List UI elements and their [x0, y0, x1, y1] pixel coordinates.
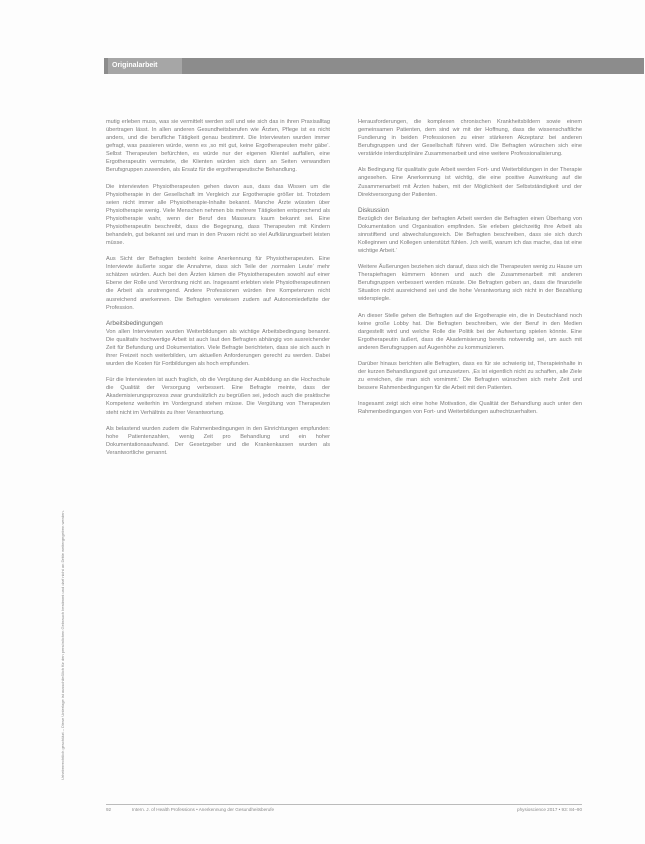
body-paragraph: An dieser Stelle gehen die Befragten auf die Ergotherapie ein, die in Deutschland noch keine große Lobby hat. Die Befragten beschreiben, wie der Beruf in den Medien dargestellt wird und welche Rolle die Politik bei der Aufwertung spielen könnte. Eine Ergotherapeutin äußert, dass die Akademisierung bereits notwendig sei, um auch mit anderen Berufsgruppen auf Augenhöhe zu kommunizieren. [358, 312, 582, 351]
journal-line: Intern. J. of Health Professions • Anerkennung der Gesundheitsberufe [132, 807, 275, 812]
page-footer [106, 804, 582, 815]
right-column [358, 118, 582, 710]
body-paragraph: Für die Interviewten ist auch fraglich, ob die Vergütung der Ausbildung an die Hochschule die Qualität der Versorgung verbessert. Eine Befragte meinte, dass der Akademisierungsprozess zwar grundsätzlich zu begrüßen sei, jedoch auch die praktische Kompetenz weiterhin im Vordergrund stehen müsse. Die Vergütung von Therapeuten steht nicht im Verhältnis zu ihrer Verantwortung. [106, 377, 330, 416]
section-heading: Diskussion [358, 206, 389, 214]
body-paragraph: Von allen Interviewten wurden Weiterbildungen als wichtige Arbeitsbedingung benannt. Die qualitativ hochwertige Arbeit ist auch laut den Befragten abhängig von ausreichender Zeit für Befundung und Dokumentation. Viele Befragte berichteten, dass sie sich auch in ihrer Freizeit noch weiterbilden, um aktuellen Anforderungen gerecht zu werden. Dabei wurden die Kosten für Fortbildungen als hoch empfunden. [106, 328, 330, 368]
left-column [106, 118, 330, 790]
body-paragraph: Aus Sicht der Befragten besteht keine Anerkennung für Physiotherapeuten. Eine Interviewte äußerte sogar die Annahme, dass sich Teile der ‚normalen Leute‘ mehr schätzen würden. Auch bei den Ärzten kämen die Physiotherapeuten sowohl auf einer Ebene der Rolle und Verordnung nicht an. Insgesamt erlebten viele Physiotherapeutinnen die Arbeit als anstrengend. Andere Professionen würden ihre Kompetenzen nicht ausreichend anerkennen. Die Befragten verwiesen zudem auf Autonomiedefizite der Profession. [106, 256, 330, 311]
body-paragraph: Die interviewten Physiotherapeuten gehen davon aus, dass das Wissen um die Physiotherapie in der Gesellschaft im Vergleich zur Ergotherapie größer ist. Trotzdem seien nicht immer alle Physiotherapie-Inhalte bekannt. Manche Ärzte wüssten über Physiotherapie wenig. Viele Menschen nehmen bis mehrere Tätigkeiten entsprechend als Physiotherapie wahr, wenn der Beruf des Masseurs kaum bekannt sei. Eine Physiotherapeutin beschreibt, dass die Begegnung, dass Therapeuten mit Kindern behandeln, gut bekannt sei und man in den Praxen nicht so viel Aufklärungsarbeit leisten müsse. [106, 183, 330, 247]
body-paragraph: Als belastend wurden zudem die Rahmenbedingungen in den Einrichtungen empfunden: hohe Patientenzahlen, wenig Zeit pro Behandlung und ein hoher Dokumentationsaufwand. Der Gesetzgeber und die Krankenkassen wurden als Verantwortliche genannt. [106, 425, 330, 456]
body-paragraph: Darüber hinaus berichten alle Befragten, dass es für sie schwierig ist, Therapieinhalte in der kurzen Behandlungszeit gut umzusetzen. ‚Es ist eigentlich nicht zu schaffen, alle Ziele zu erreichen, die man sich vornimmt.‘ Die Befragten wünschen sich mehr Zeit und bessere Rahmenbedingungen für die Arbeit mit den Patienten. [358, 360, 582, 392]
section-heading: Arbeitsbedingungen [106, 319, 163, 327]
body-paragraph: mutig erleben muss, was sie vermittelt werden soll und wie sich das in ihren Praxisalltag übertragen lässt. In allen anderen Gesundheitsberufen wie Ärzten, Pflege ist es nicht anders, und die berufliche Tätigkeit genau bestimmt. Die Interviewten wurden immer gefragt, was passieren würde, wenn es ‚so mit gut, keine Ergotherapeuten mehr gäbe‘. Selbst Therapeuten befürchten, es würde nur der eigenen Klientel auffallen, eine Ergotherapeutin vermutete, die Klienten würden sich dann an Seiten verwandten Berufsgruppen zuwenden, als Ersatz für die ergotherapeutische Behandlung. [106, 119, 330, 174]
body-paragraph: Herausforderungen, die komplexen chronischen Krankheitsbildern sowie einem gemeinsamen Patienten, dem sind wir mit der Hoffnung, dass die wissenschaftliche Fundierung in beiden Professionen zu einer stärkeren Akzeptanz bei anderen Berufsgruppen und der Gesellschaft führen wird. Die Befragten wünschen sich eine verstärkte interdisziplinäre Zusammenarbeit und eine weitere Professionalisierung. [358, 119, 582, 158]
section-tag: Originalarbeit [108, 58, 182, 74]
body-paragraph: Weitere Äußerungen beziehen sich darauf, dass sich die Therapeuten wenig zu Hause um Therapiefragen kümmern können und auch die Zusammenarbeit mit anderen Berufsgruppen verbessert werden müsste. Die Befragten geben an, dass die finanzielle Situation nicht ausreichend sei und die hohe Verantwortung sich nicht in der Bezahlung widerspiegle. [358, 264, 582, 303]
body-paragraph: Als Bedingung für qualitativ gute Arbeit werden Fort- und Weiterbildungen in der Therapie angesehen. Eine Anerkennung ist wichtig, die eine positive Auswirkung auf die Zusammenarbeit mit Ärzten haben, mit der Möglichkeit der Selbstständigkeit und der Direktversorgung der Patienten. [358, 167, 582, 198]
page-number: 92 [106, 807, 112, 812]
body-paragraph: Insgesamt zeigt sich eine hohe Motivation, die Qualität der Behandlung auch unter den Rahmenbedingungen von Fort- und Weiterbildungen aufrechtzuerhalten. [358, 401, 582, 416]
vertical-copyright-note: Urheberrechtlich geschützt – Diese Unterlage ist ausschließlich für den persönlichen Gebrauch bestimmt und darf nicht an Dritte weitergegeben werden. [60, 510, 65, 780]
header-band [104, 58, 644, 74]
body-paragraph: Bezüglich der Belastung der befragten Arbeit werden die Befragten einen Überhang von Dokumentation und Organisation empfinden. Sie erleben gleichzeitig ihre Arbeit als sinnstiftend und abwechslungsreich. Die Befragten beschreiben, dass sie sich durch Kolleginnen und Kollegen unterstützt fühlen. ‚Ich weiß, warum ich das mache, das ist eine wichtige Arbeit.‘ [358, 215, 582, 255]
issue-reference: physioscience 2017 • 93: 84–90 [517, 807, 582, 812]
